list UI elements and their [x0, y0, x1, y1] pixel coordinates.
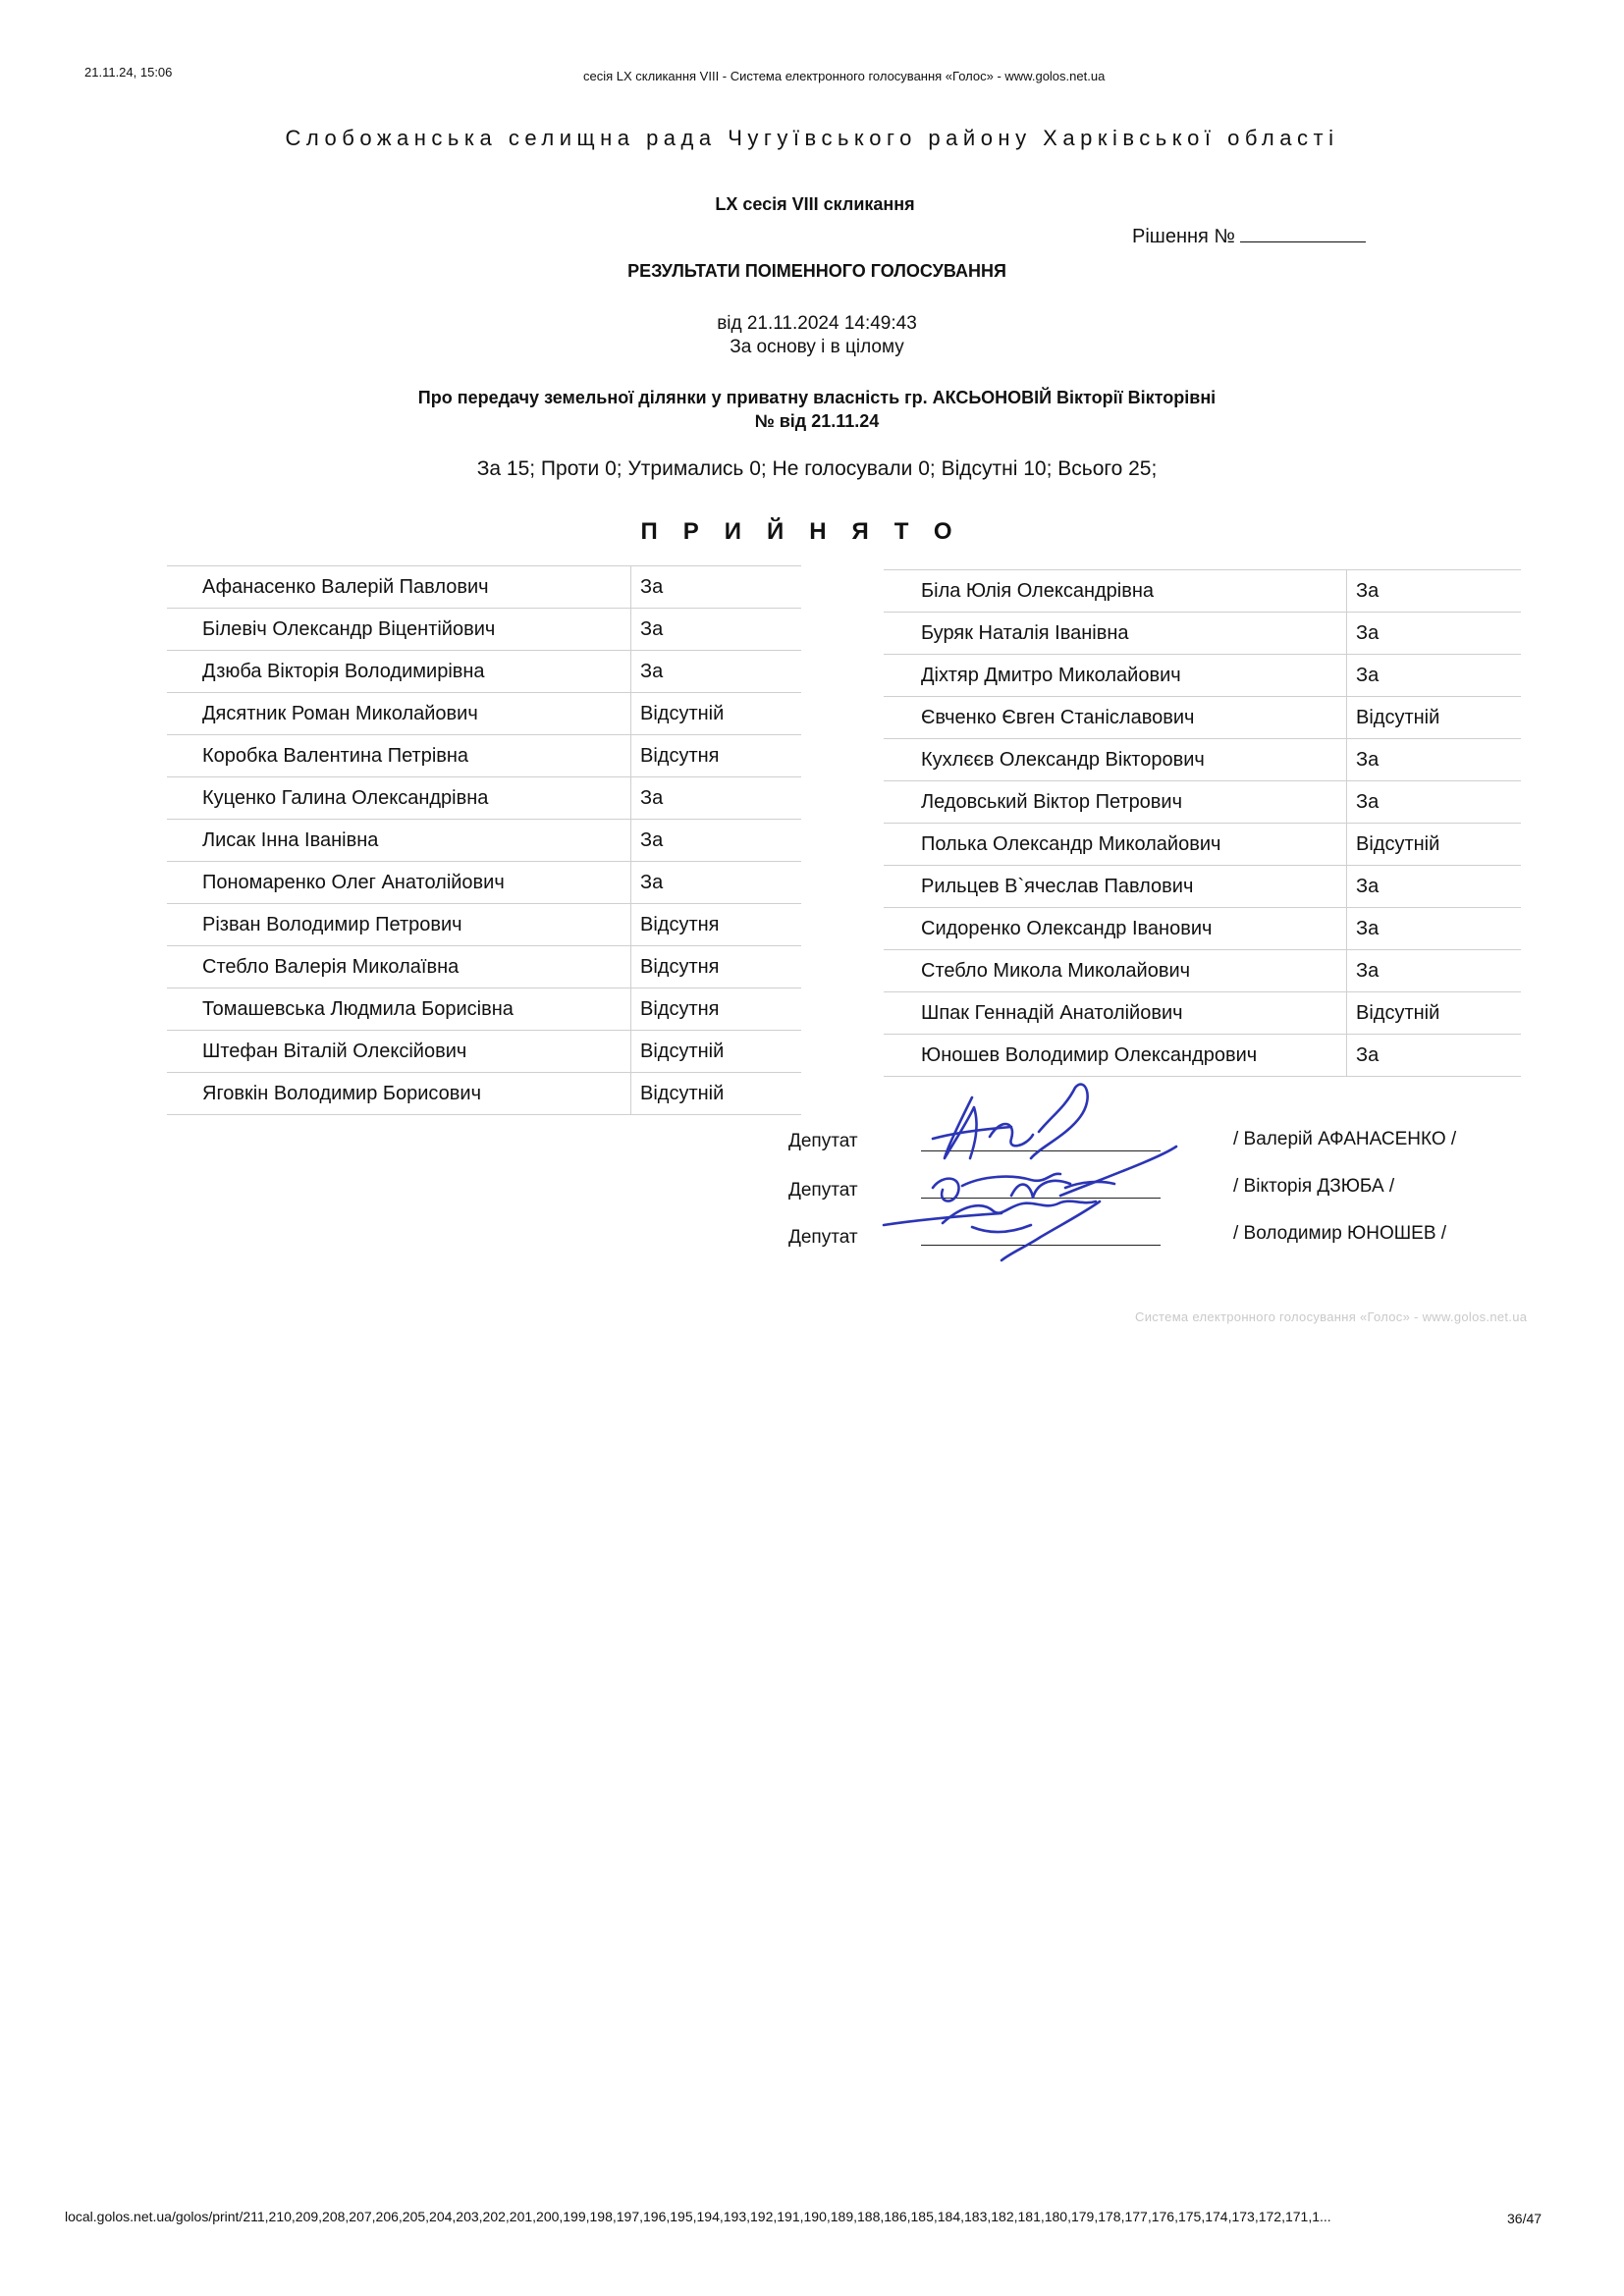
deputy-label: Депутат	[788, 1131, 858, 1151]
decision-number-blank	[1240, 224, 1366, 242]
vote-row	[884, 992, 1521, 1035]
vote-row	[167, 693, 801, 735]
vote-row	[167, 946, 801, 988]
deputy-full-name: Біла Юлія Олександрівна	[884, 570, 1347, 613]
topic-line-2: № від 21.11.24	[754, 411, 880, 431]
vote-type: За основу і в цілому	[730, 337, 904, 357]
deputy-vote: Відсутній	[1347, 992, 1522, 1035]
deputy-vote: За	[631, 651, 802, 693]
vote-row	[884, 655, 1521, 697]
deputy-label: Депутат	[788, 1180, 858, 1201]
vote-topic	[0, 386, 1624, 433]
deputy-full-name: Афанасенко Валерій Павлович	[167, 566, 631, 609]
vote-row	[167, 735, 801, 777]
session-title: LX сесія VIII скликання	[715, 194, 915, 214]
deputy-full-name: Ледовський Віктор Петрович	[884, 781, 1347, 824]
vote-row	[884, 570, 1521, 613]
print-datetime: 21.11.24, 15:06	[84, 65, 173, 80]
page-number: 36/47	[1507, 2211, 1543, 2226]
adopted-status: ПРИЙНЯТО	[640, 518, 978, 545]
deputy-full-name: Різван Володимир Петрович	[167, 904, 631, 946]
deputy-vote: Відсутня	[631, 904, 802, 946]
handwritten-signatures-image	[864, 1078, 1178, 1304]
vote-row	[167, 862, 801, 904]
print-url: local.golos.net.ua/golos/print/211,210,209,208,207,206,205,204,203,202,201,200,199,198,197,196,195,194,193,192,191,190,189,188,186,185,184,183,182,181,180,179,178,177,176,175,174,173,172,171,1...	[65, 2209, 1331, 2224]
deputy-vote: Відсутній	[631, 1073, 802, 1115]
deputy-vote: За	[1347, 655, 1522, 697]
deputy-full-name: Коробка Валентина Петрівна	[167, 735, 631, 777]
deputy-vote: Відсутній	[631, 1031, 802, 1073]
decision-number	[1132, 224, 1366, 248]
deputy-vote: За	[631, 777, 802, 820]
deputy-full-name: Кухлєєв Олександр Вікторович	[884, 739, 1347, 781]
deputy-full-name: Буряк Наталія Іванівна	[884, 613, 1347, 655]
vote-datetime: від 21.11.2024 14:49:43	[717, 313, 917, 334]
deputy-vote: За	[1347, 570, 1522, 613]
deputy-full-name: Стебло Валерія Миколаївна	[167, 946, 631, 988]
deputy-vote: За	[1347, 950, 1522, 992]
deputy-full-name: Рильцев В`ячеслав Павлович	[884, 866, 1347, 908]
vote-row	[884, 866, 1521, 908]
left-votes-table	[167, 565, 801, 1115]
vote-row	[167, 566, 801, 609]
deputy-vote: За	[631, 862, 802, 904]
deputy-full-name: Штефан Віталій Олексійович	[167, 1031, 631, 1073]
results-title: РЕЗУЛЬТАТИ ПОІМЕННОГО ГОЛОСУВАННЯ	[627, 261, 1006, 281]
faded-system-footer: Система електронного голосування «Голос» - www.golos.net.ua	[1135, 1309, 1528, 1324]
vote-row	[884, 950, 1521, 992]
deputy-label: Депутат	[788, 1227, 858, 1248]
vote-tally: За 15; Проти 0; Утримались 0; Не голосували 0; Відсутні 10; Всього 25;	[476, 457, 1158, 480]
deputy-vote: За	[631, 609, 802, 651]
deputy-vote: За	[1347, 613, 1522, 655]
deputy-name: / Вікторія ДЗЮБА /	[1233, 1176, 1395, 1197]
right-votes-table	[884, 569, 1521, 1077]
vote-row	[167, 904, 801, 946]
deputy-full-name: Дзюба Вікторія Володимирівна	[167, 651, 631, 693]
deputy-full-name: Яговкін Володимир Борисович	[167, 1073, 631, 1115]
deputy-full-name: Сидоренко Олександр Іванович	[884, 908, 1347, 950]
decision-label: Рішення №	[1132, 226, 1235, 247]
vote-row	[884, 908, 1521, 950]
deputy-vote: Відсутня	[631, 946, 802, 988]
deputy-full-name: Євченко Євген Станіславович	[884, 697, 1347, 739]
deputy-name: / Володимир ЮНОШЕВ /	[1233, 1223, 1447, 1244]
deputy-vote: За	[1347, 908, 1522, 950]
vote-row	[167, 1031, 801, 1073]
vote-row	[884, 824, 1521, 866]
vote-row	[167, 988, 801, 1031]
deputy-full-name: Шпак Геннадій Анатолійович	[884, 992, 1347, 1035]
vote-row	[884, 613, 1521, 655]
deputy-full-name: Куценко Галина Олександрівна	[167, 777, 631, 820]
deputy-full-name: Стебло Микола Миколайович	[884, 950, 1347, 992]
deputy-full-name: Дясятник Роман Миколайович	[167, 693, 631, 735]
deputy-vote: Відсутній	[1347, 824, 1522, 866]
vote-row	[167, 651, 801, 693]
deputy-full-name: Пономаренко Олег Анатолійович	[167, 862, 631, 904]
vote-row	[167, 820, 801, 862]
deputy-full-name: Білевіч Олександр Віцентійович	[167, 609, 631, 651]
vote-row	[167, 1073, 801, 1115]
deputy-vote: За	[1347, 866, 1522, 908]
deputy-name: / Валерій АФАНАСЕНКО /	[1233, 1129, 1457, 1149]
vote-row	[884, 781, 1521, 824]
vote-row	[167, 777, 801, 820]
deputy-full-name: Лисак Інна Іванівна	[167, 820, 631, 862]
topic-line-1: Про передачу земельної ділянки у приватну власність гр. АКСЬОНОВІЙ Вікторії Вікторівні	[417, 388, 1217, 407]
deputy-vote: За	[1347, 1035, 1522, 1077]
vote-info	[0, 312, 1624, 359]
print-header-title: сесія LX скликання VIII - Система електронного голосування «Голос» - www.golos.net.ua	[583, 69, 1106, 83]
deputy-full-name: Полька Олександр Миколайович	[884, 824, 1347, 866]
deputy-vote: Відсутня	[631, 988, 802, 1031]
deputy-full-name: Діхтяр Дмитро Миколайович	[884, 655, 1347, 697]
council-name: Слобожанська селищна рада Чугуївського району Харківської області	[285, 126, 1339, 150]
deputy-vote: За	[631, 566, 802, 609]
vote-row	[884, 739, 1521, 781]
deputy-vote: Відсутній	[1347, 697, 1522, 739]
deputy-vote: За	[631, 820, 802, 862]
deputy-full-name: Томашевська Людмила Борисівна	[167, 988, 631, 1031]
deputy-vote: За	[1347, 739, 1522, 781]
deputy-full-name: Юношев Володимир Олександрович	[884, 1035, 1347, 1077]
deputy-vote: За	[1347, 781, 1522, 824]
deputy-vote: Відсутня	[631, 735, 802, 777]
vote-row	[884, 1035, 1521, 1077]
deputy-vote: Відсутній	[631, 693, 802, 735]
vote-row	[884, 697, 1521, 739]
vote-row	[167, 609, 801, 651]
